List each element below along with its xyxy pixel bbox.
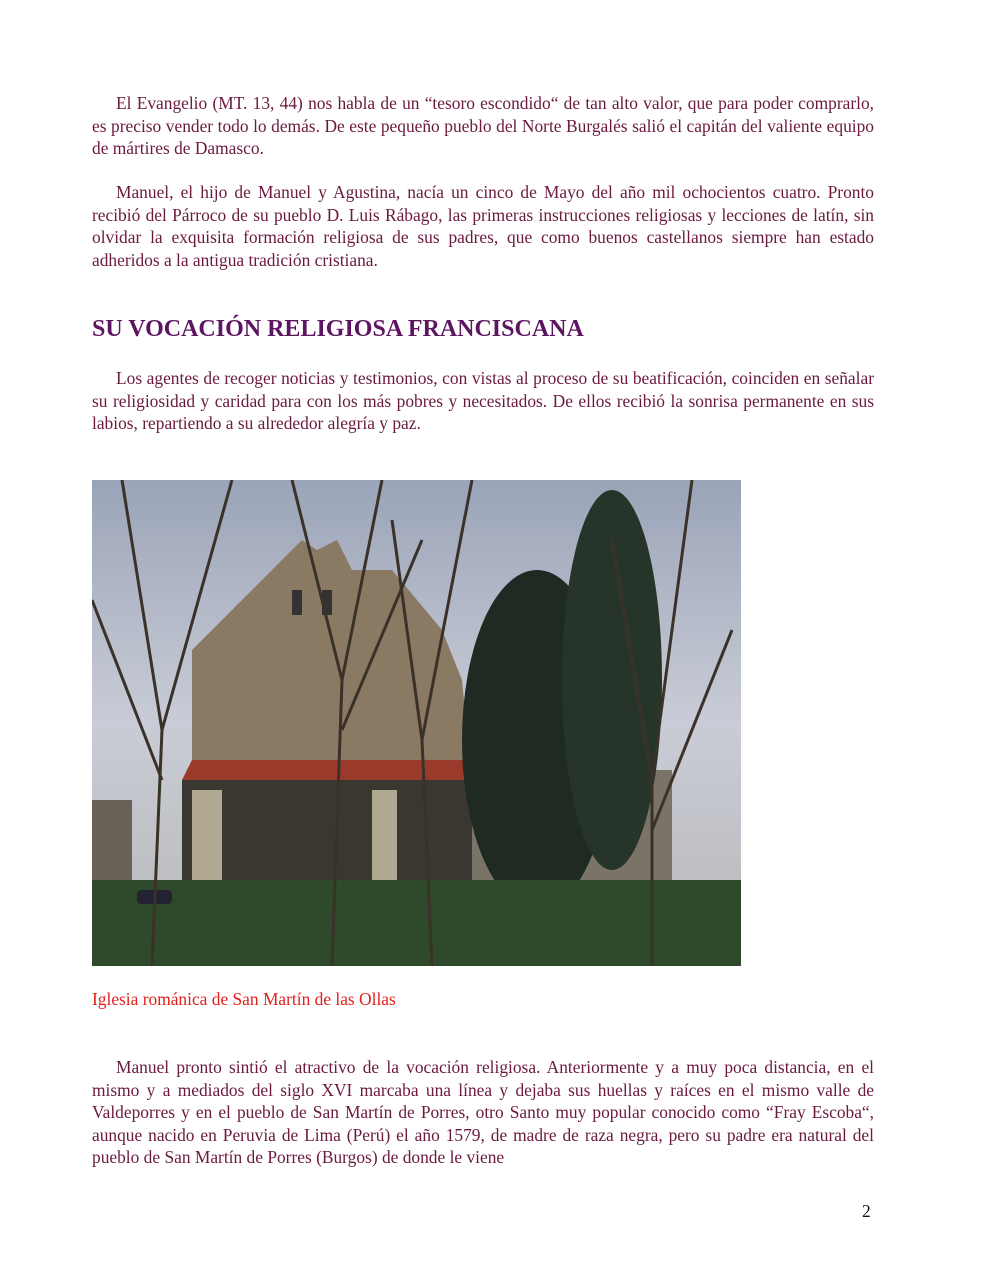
paragraph-text: El Evangelio (MT. 13, 44) nos habla de un “tesoro escondido“ de tan alto valor, que para poder comprarlo, es preciso vender todo lo demás. De este pequeño pueblo del Norte Burgalés salió el capitán del valiente equipo de mártires de Damasco. bbox=[92, 93, 874, 159]
page-number: 2 bbox=[862, 1201, 871, 1221]
paragraph-text: Los agentes de recoger noticias y testimonios, con vistas al proceso de su beatificación, coinciden en señalar su religiosidad y caridad para con los más pobres y necesitados. De ellos recibió la sonrisa permanente en sus labios, repartiendo a su alrededor alegría y paz. bbox=[92, 368, 874, 434]
section-heading: SU VOCACIÓN RELIGIOSA FRANCISCANA bbox=[92, 316, 584, 342]
church-photo bbox=[92, 480, 741, 966]
paragraph-manuel-birth bbox=[92, 181, 874, 271]
photo-caption: Iglesia románica de San Martín de las Ollas bbox=[92, 989, 396, 1009]
paragraph-text: Manuel pronto sintió el atractivo de la vocación religiosa. Anteriormente y a muy poca distancia, en el mismo y a mediados del siglo XVI marcaba una línea y dejaba sus huellas y raíces en el mismo valle de Valdeporres y en el pueblo de San Martín de Porres, otro Santo muy popular conocido como “Fray Escoba“, aunque nacido en Peruvia de Lima (Perú) el año 1579, de madre de raza negra, pero su padre era natural del pueblo de San Martín de Porres (Burgos) de donde le viene bbox=[92, 1057, 874, 1168]
paragraph-vocacion bbox=[92, 1056, 874, 1169]
paragraph-text: Manuel, el hijo de Manuel y Agustina, nacía un cinco de Mayo del año mil ochocientos cuatro. Pronto recibió del Párroco de su pueblo D. Luis Rábago, las primeras instrucciones religiosas y lecciones de latín, sin olvidar la exquisita formación religiosa de sus padres, que como buenos castellanos siempre han estado adheridos a la antigua tradición cristiana. bbox=[92, 182, 874, 270]
paragraph-agentes bbox=[92, 367, 874, 435]
paragraph-evangelio bbox=[92, 92, 874, 160]
